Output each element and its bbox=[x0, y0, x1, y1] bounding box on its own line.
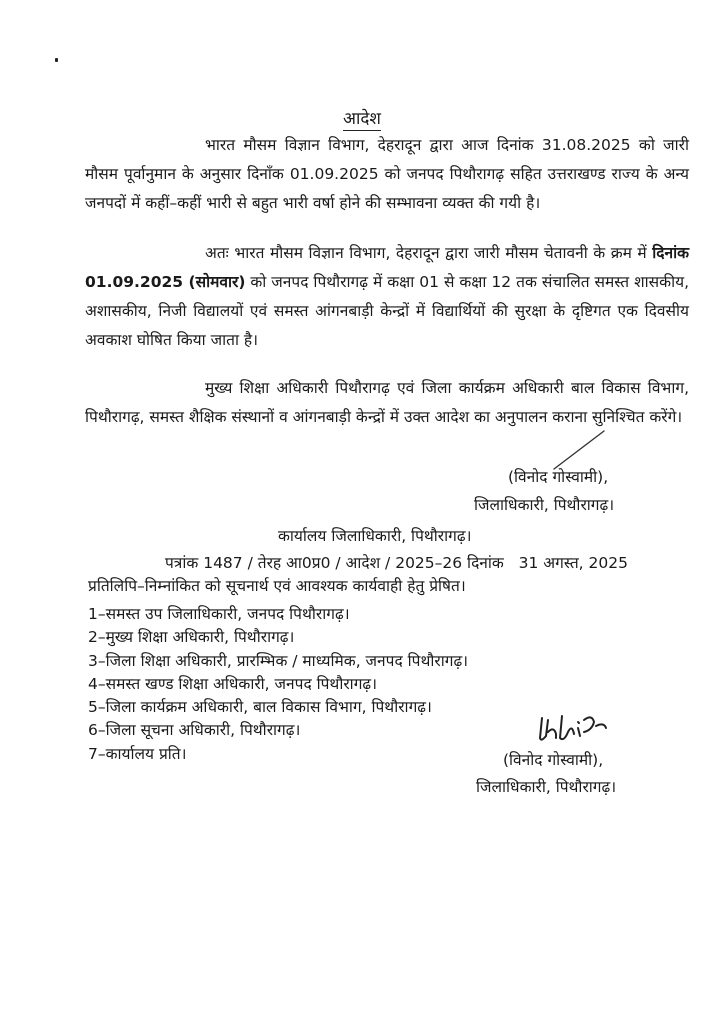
copy-to-line: प्रतिलिपि–निम्नांकित को सूचनार्थ एवं आवश्यक कार्यवाही हेतु प्रेषित। bbox=[88, 577, 466, 595]
list-item: 7–कार्यालय प्रति। bbox=[88, 744, 187, 763]
order-heading-text: आदेश bbox=[343, 109, 381, 129]
list-item: 4–समस्त खण्ड शिक्षा अधिकारी, जनपद पिथौरागढ़। bbox=[88, 674, 378, 693]
paragraph-compliance-text: मुख्य शिक्षा अधिकारी पिथौरागढ़ एवं जिला कार्यक्रम अधिकारी बाल विकास विभाग, पिथौरागढ़, समस्त शैक्षिक संस्थानों व आंगनबाड़ी केन्द्रों में उक्त आदेश का अनुपालन कराना सुनिश्चित करेंगे। bbox=[85, 379, 689, 426]
paragraph-holiday-lead: अतः भारत मौसम विज्ञान विभाग, देहरादून द्वारा जारी मौसम चेतावनी के क्रम में bbox=[205, 244, 653, 262]
paragraph-compliance bbox=[85, 374, 689, 432]
list-item: 6–जिला सूचना अधिकारी, पिथौरागढ़। bbox=[88, 721, 301, 740]
signature-2 bbox=[534, 708, 624, 750]
paragraph-holiday bbox=[85, 239, 689, 355]
recipient-list bbox=[88, 603, 468, 766]
signatory-designation-1: जिलाधिकारी, पिथौरागढ़। bbox=[474, 496, 615, 514]
list-item: 1–समस्त उप जिलाधिकारी, जनपद पिथौरागढ़। bbox=[88, 605, 350, 623]
list-item: 3–जिला शिक्षा अधिकारी, प्रारम्भिक / माध्यमिक, जनपद पिथौरागढ़। bbox=[88, 651, 469, 670]
order-heading bbox=[0, 106, 724, 129]
list-item: 5–जिला कार्यक्रम अधिकारी, बाल विकास विभाग, पिथौरागढ़। bbox=[88, 698, 432, 717]
signatory-designation-2: जिलाधिकारी, पिथौरागढ़। bbox=[476, 778, 617, 796]
scan-speck bbox=[55, 58, 58, 62]
paragraph-forecast bbox=[85, 131, 689, 218]
letter-number: पत्रांक 1487 / तेरह आ0प्र0 / आदेश / 2025–26 दिनांक 31 अगस्त, 2025 bbox=[165, 554, 628, 572]
signatory-name-1: (विनोद गोस्वामी), bbox=[508, 468, 609, 486]
paragraph-holiday-rest: को जनपद पिथौरागढ़ में कक्षा 01 से कक्षा 12 तक संचालित समस्त शासकीय, अशासकीय, निजी विद्यालयों एवं समस्त आंगनबाड़ी केन्द्रों में विद्यार्थियों की सुरक्षा के दृष्टिगत एक दिवसीय अवकाश घोषित किया जाता है। bbox=[85, 273, 689, 349]
office-line: कार्यालय जिलाधिकारी, पिथौरागढ़। bbox=[278, 527, 472, 545]
paragraph-forecast-text: भारत मौसम विज्ञान विभाग, देहरादून द्वारा आज दिनांक 31.08.2025 को जारी मौसम पूर्वानुमान के अनुसार दिनाँक 01.09.2025 को जनपद पिथौरागढ़ सहित उत्तराखण्ड राज्य के अन्य जनपदों में कहीं–कहीं भारी से बहुत भारी वर्षा होने की सम्भावना व्यक्त की गयी है। bbox=[85, 136, 689, 212]
holiday-date: दिनांक 01.09.2025 (सोमवार) bbox=[85, 244, 689, 291]
signatory-name-2: (विनोद गोस्वामी), bbox=[503, 751, 604, 769]
list-item: 2–मुख्य शिक्षा अधिकारी, पिथौरागढ़। bbox=[88, 628, 295, 647]
